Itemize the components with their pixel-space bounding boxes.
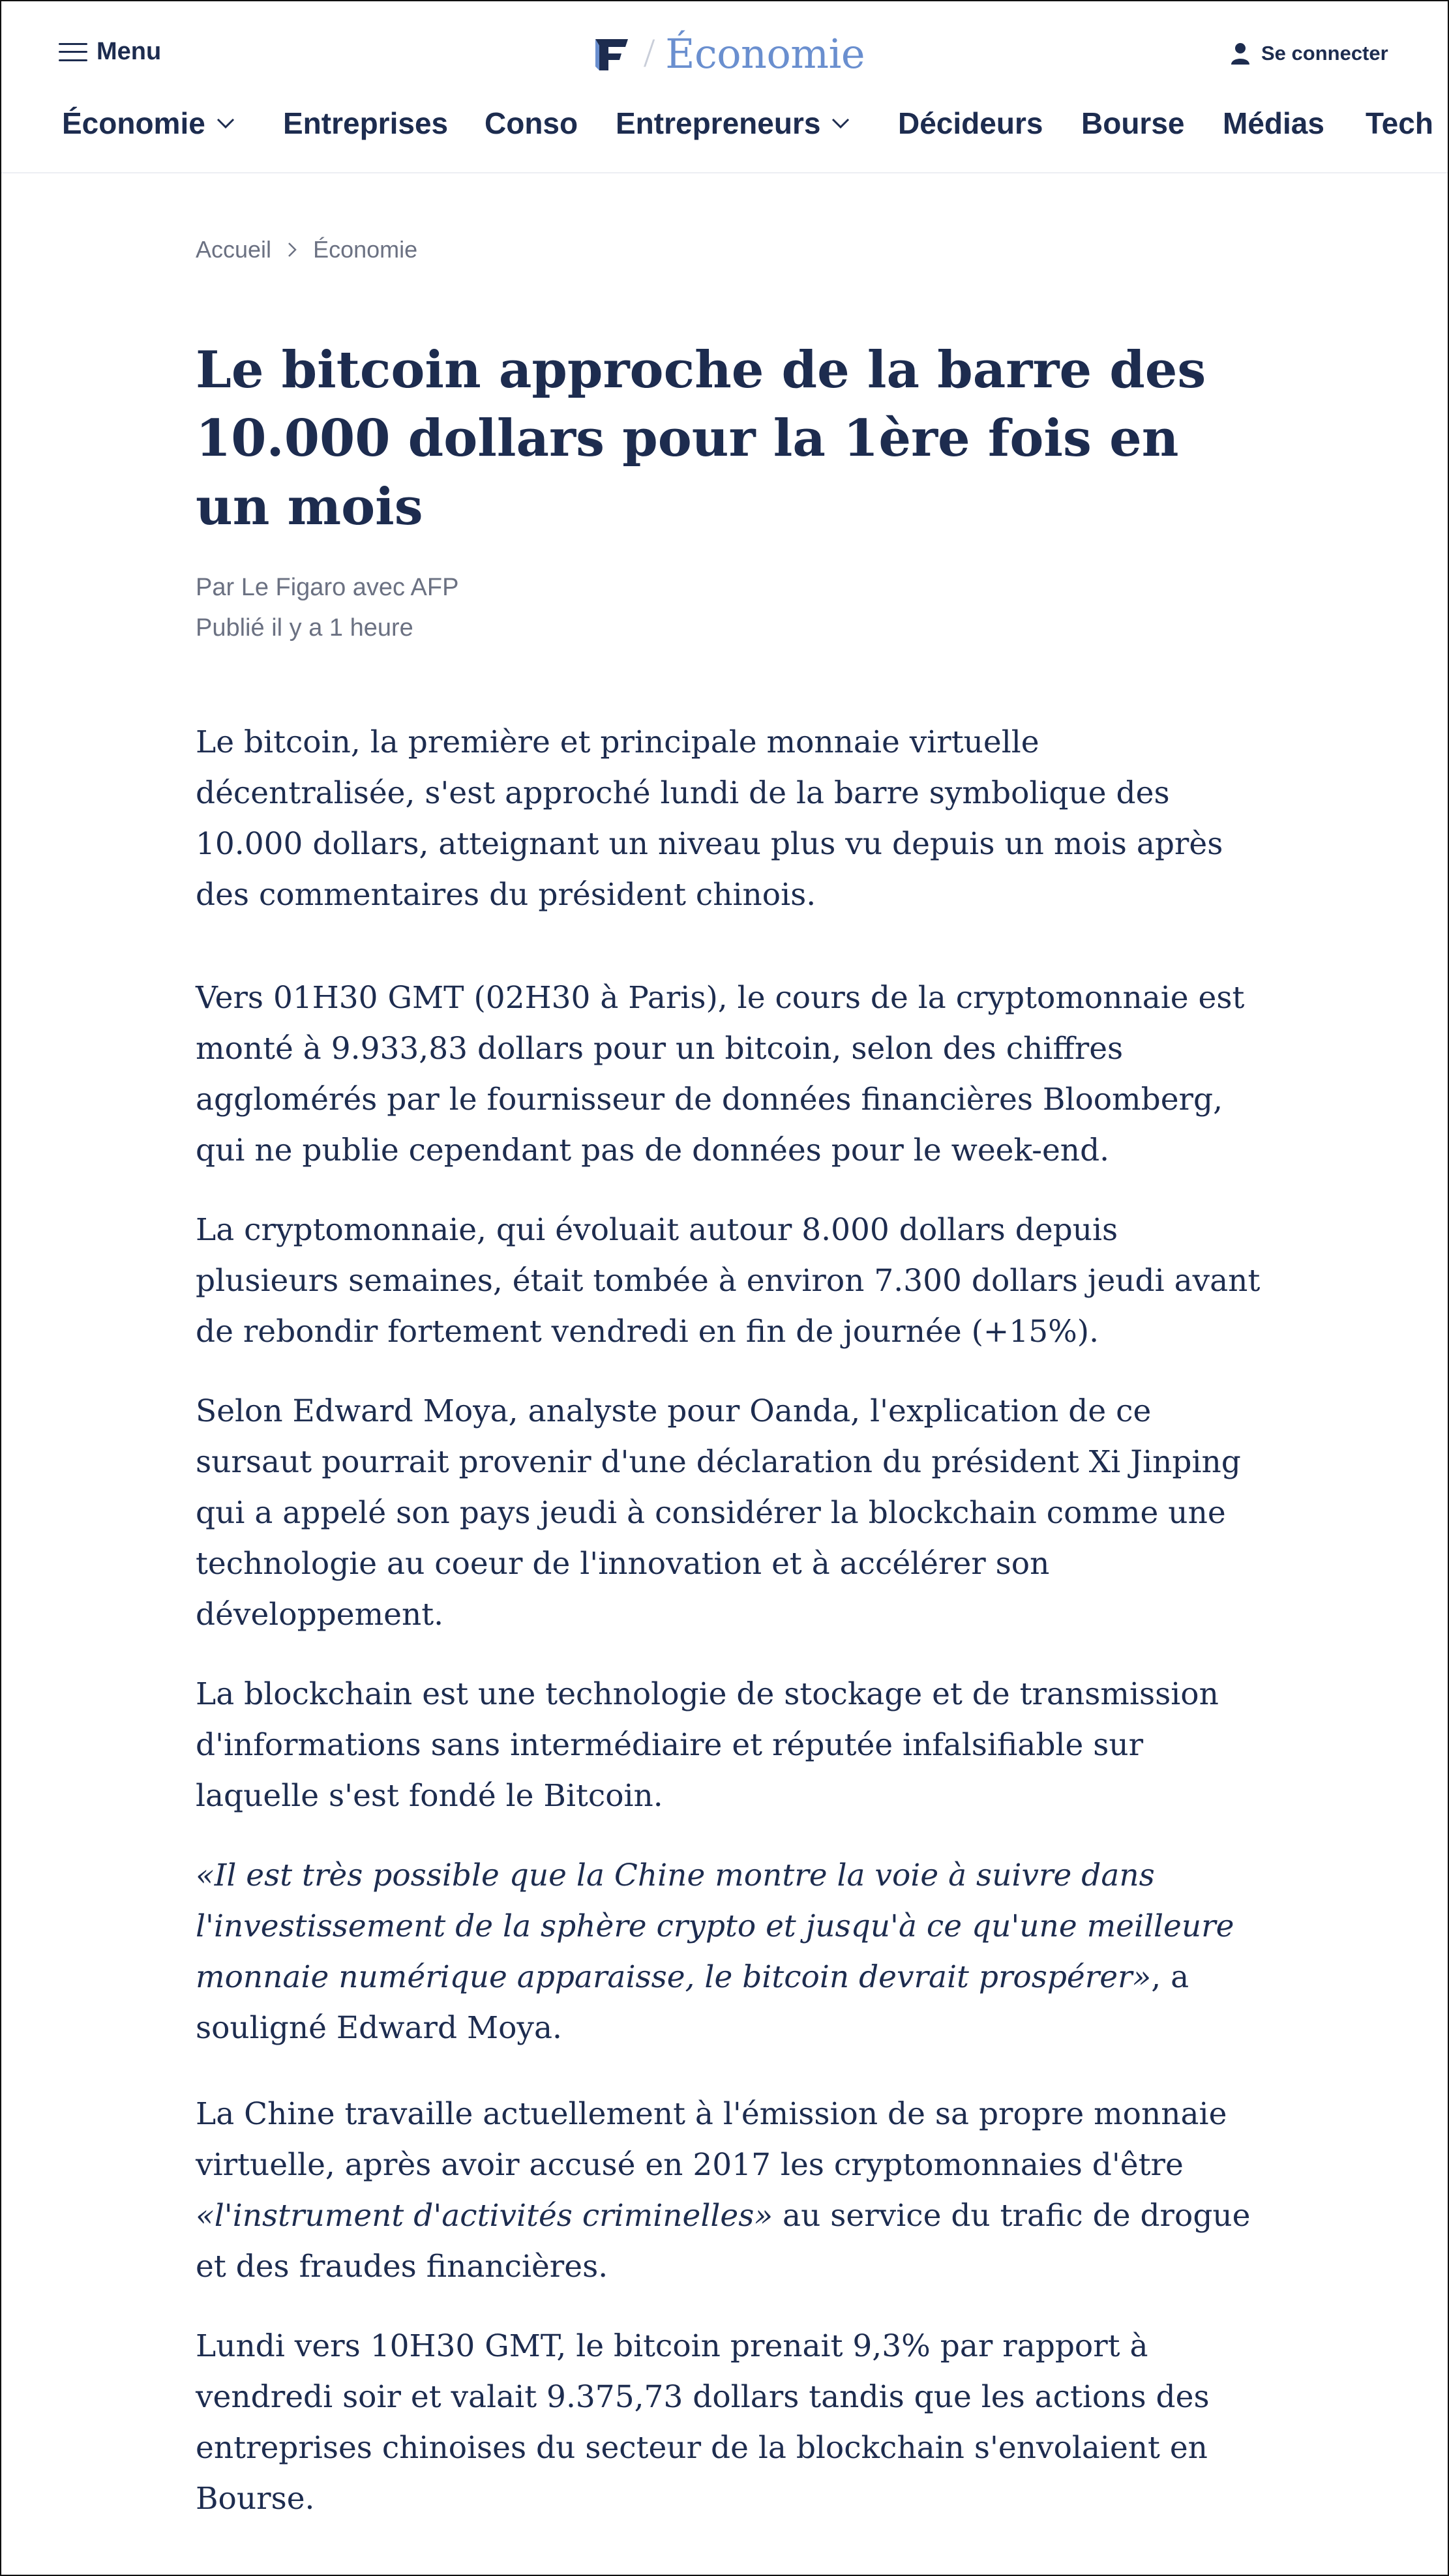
article-quote-paragraph xyxy=(196,1850,1265,2054)
nav-item-label: Décideurs xyxy=(898,106,1043,140)
article-byline: Par Le Figaro avec AFP xyxy=(196,574,459,601)
article-meta xyxy=(196,567,1265,648)
article-quote: «Il est très possible que la Chine montre la voie à suivre dans l'investissement de la sphère crypto et jusqu'à ce qu'une meilleure monnaie numérique apparaisse, le bitcoin devrait prospérer» xyxy=(196,1858,1234,1995)
nav-item-label: Bourse xyxy=(1081,106,1185,140)
article-intro: Le bitcoin, la première et principale monnaie virtuelle décentralisée, s'est approché lundi de la barre symbolique des 10.000 dollars, atteignant un niveau plus vu depuis un mois après des commentaires du président chinois. xyxy=(196,724,1223,913)
nav-item-economie[interactable] xyxy=(62,106,235,141)
china-text-before: La Chine travaille actuellement à l'émission de sa propre monnaie virtuelle, après avoir accusé en 2017 les cryptomonnaies d'être xyxy=(196,2096,1227,2183)
nav-item-label: Médias xyxy=(1223,106,1324,140)
chevron-down-icon xyxy=(831,117,850,130)
login-label: Se connecter xyxy=(1261,42,1388,65)
brand-separator: / xyxy=(644,31,655,76)
article-published: Publié il y a 1 heure xyxy=(196,614,413,642)
nav-item-medias[interactable] xyxy=(1223,106,1324,141)
nav-item-conso[interactable] xyxy=(485,106,578,141)
nav-item-tech[interactable] xyxy=(1366,106,1433,141)
article-paragraph: Vers 01H30 GMT (02H30 à Paris), le cours de la cryptomonnaie est monté à 9.933,83 dollars pour un bitcoin, selon des chiffres agglomérés par le fournisseur de données financières Bloomberg, qui ne publie cependant pas de données pour le week-end. xyxy=(196,980,1245,1168)
article xyxy=(196,231,1265,2524)
hamburger-icon xyxy=(59,43,87,61)
breadcrumb xyxy=(196,231,1265,268)
figaro-logo xyxy=(591,34,632,74)
nav-item-label: Conso xyxy=(485,106,578,140)
quote-attribution: , a souligné Edward Moya. xyxy=(196,1959,1189,2046)
nav-item-entreprises[interactable] xyxy=(283,106,448,141)
brand[interactable] xyxy=(591,30,865,78)
chevron-down-icon xyxy=(216,117,235,130)
user-icon xyxy=(1230,42,1251,65)
section-title: Économie xyxy=(665,30,865,78)
article-body xyxy=(196,717,1265,2524)
site-header xyxy=(1,1,1448,173)
nav-item-label: Économie xyxy=(62,106,205,140)
nav-item-label: Entrepreneurs xyxy=(616,106,821,140)
nav-item-entrepreneurs[interactable] xyxy=(616,106,850,141)
china-quote: «l'instrument d'activités criminelles» xyxy=(196,2198,773,2234)
article-paragraph: La blockchain est une technologie de stockage et de transmission d'informations sans intermédiaire et réputée infalsifiable sur laquelle s'est fondé le Bitcoin. xyxy=(196,1676,1219,1814)
nav-item-decideurs[interactable] xyxy=(898,106,1043,141)
section-nav xyxy=(1,106,1448,151)
nav-item-bourse[interactable] xyxy=(1081,106,1184,141)
menu-button[interactable] xyxy=(59,38,161,66)
login-button[interactable] xyxy=(1230,42,1388,65)
nav-item-label: Tech xyxy=(1366,106,1433,140)
article-paragraph: Selon Edward Moya, analyste pour Oanda, l'explication de ce sursaut pourrait provenir d'une déclaration du président Xi Jinping qui a appelé son pays jeudi à considérer la blockchain comme une technologie au coeur de l'innovation et à accélérer son développement. xyxy=(196,1393,1241,1633)
chevron-right-icon xyxy=(286,241,299,258)
nav-item-label: Entreprises xyxy=(283,106,449,140)
breadcrumb-home[interactable]: Accueil xyxy=(196,236,272,263)
menu-label: Menu xyxy=(97,38,162,65)
article-paragraph: La cryptomonnaie, qui évoluait autour 8.000 dollars depuis plusieurs semaines, était tombée à environ 7.300 dollars jeudi avant de rebondir fortement vendredi en fin de journée (+15%). xyxy=(196,1212,1261,1350)
breadcrumb-current[interactable]: Économie xyxy=(313,236,418,263)
article-title: Le bitcoin approche de la barre des 10.000 dollars pour la 1ère fois en un mois xyxy=(196,340,1206,537)
china-text-after: au service du trafic de drogue et des fraudes financières. xyxy=(196,2198,1251,2285)
article-paragraph: Lundi vers 10H30 GMT, le bitcoin prenait 9,3% par rapport à vendredi soir et valait 9.375,73 dollars tandis que les actions des entreprises chinoises du secteur de la blockchain s'envolaient en Bourse. xyxy=(196,2328,1210,2517)
article-paragraph xyxy=(196,2089,1265,2292)
